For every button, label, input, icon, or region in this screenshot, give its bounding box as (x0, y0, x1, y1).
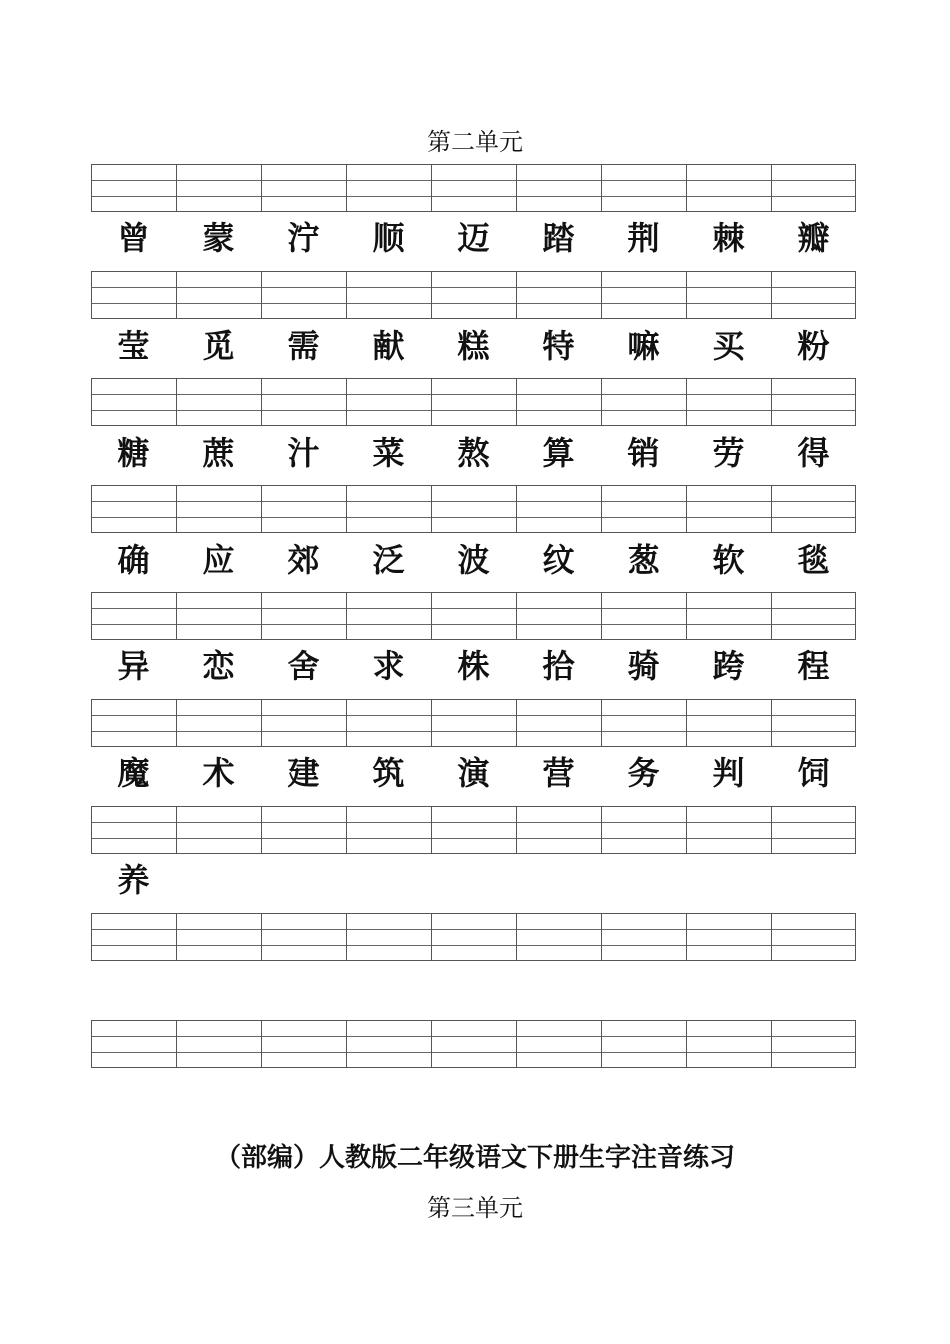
hanzi-character: 骑 (627, 647, 660, 685)
hanzi-character: 蒙 (202, 219, 235, 257)
character-row (91, 749, 856, 797)
grid-divider (346, 1021, 347, 1067)
hanzi-character: 株 (457, 647, 490, 685)
grid-divider (686, 379, 687, 425)
hanzi-character: 嘛 (627, 327, 660, 365)
hanzi-character: 迈 (457, 219, 490, 257)
grid-divider (346, 914, 347, 960)
pinyin-grid[interactable] (91, 699, 856, 747)
hanzi-character: 特 (542, 327, 575, 365)
grid-divider (771, 272, 772, 318)
grid-divider (516, 807, 517, 853)
hanzi-character: 营 (542, 754, 575, 792)
grid-divider (516, 379, 517, 425)
grid-divider (516, 486, 517, 532)
hanzi-character: 建 (287, 754, 320, 792)
hanzi-character: 术 (202, 754, 235, 792)
grid-divider (686, 165, 687, 211)
character-row (91, 214, 856, 262)
grid-divider (261, 272, 262, 318)
hanzi-character: 觅 (202, 327, 235, 365)
grid-divider (261, 379, 262, 425)
grid-divider (431, 486, 432, 532)
hanzi-character: 务 (627, 754, 660, 792)
hanzi-character: 演 (457, 754, 490, 792)
hanzi-character: 熬 (457, 434, 490, 472)
grid-divider (771, 807, 772, 853)
hanzi-character: 筑 (372, 754, 405, 792)
grid-divider (261, 593, 262, 639)
hanzi-character: 泞 (287, 219, 320, 257)
grid-divider (261, 486, 262, 532)
grid-divider (346, 807, 347, 853)
pinyin-grid[interactable] (91, 378, 856, 426)
hanzi-character: 踏 (542, 219, 575, 257)
grid-divider (431, 272, 432, 318)
grid-divider (516, 165, 517, 211)
grid-divider (516, 914, 517, 960)
hanzi-character: 判 (712, 754, 745, 792)
character-row (91, 642, 856, 690)
hanzi-character: 拾 (542, 647, 575, 685)
grid-divider (686, 593, 687, 639)
unit-title: 第二单元 (427, 128, 523, 156)
grid-divider (771, 700, 772, 746)
hanzi-character: 葱 (627, 541, 660, 579)
hanzi-character: 纹 (542, 541, 575, 579)
grid-divider (261, 914, 262, 960)
hanzi-character: 舍 (287, 647, 320, 685)
hanzi-character: 养 (117, 861, 150, 899)
pinyin-grid[interactable] (91, 913, 856, 961)
grid-divider (686, 700, 687, 746)
hanzi-character: 应 (202, 541, 235, 579)
pinyin-grid[interactable] (91, 271, 856, 319)
hanzi-character: 菜 (372, 434, 405, 472)
grid-divider (176, 593, 177, 639)
document-title: （部编）人教版二年级语文下册生字注音练习 (214, 1143, 735, 1173)
hanzi-character: 饲 (797, 754, 830, 792)
grid-divider (601, 272, 602, 318)
hanzi-character: 糖 (117, 434, 150, 472)
grid-divider (431, 593, 432, 639)
grid-divider (601, 165, 602, 211)
hanzi-character: 曾 (117, 219, 150, 257)
grid-divider (686, 914, 687, 960)
grid-divider (431, 379, 432, 425)
grid-divider (346, 165, 347, 211)
grid-divider (346, 486, 347, 532)
hanzi-character: 销 (627, 434, 660, 472)
hanzi-character: 算 (542, 434, 575, 472)
grid-divider (686, 1021, 687, 1067)
character-row (91, 429, 856, 477)
grid-divider (601, 700, 602, 746)
grid-divider (771, 914, 772, 960)
grid-divider (431, 914, 432, 960)
grid-divider (176, 272, 177, 318)
hanzi-character: 郊 (287, 541, 320, 579)
hanzi-character: 泛 (372, 541, 405, 579)
grid-divider (176, 700, 177, 746)
grid-divider (686, 272, 687, 318)
hanzi-character: 献 (372, 327, 405, 365)
character-row (91, 536, 856, 584)
grid-divider (771, 486, 772, 532)
grid-divider (516, 593, 517, 639)
grid-divider (346, 593, 347, 639)
pinyin-grid[interactable] (91, 1020, 856, 1068)
hanzi-character: 求 (372, 647, 405, 685)
grid-divider (176, 379, 177, 425)
hanzi-character: 粉 (797, 327, 830, 365)
grid-divider (261, 1021, 262, 1067)
grid-divider (431, 165, 432, 211)
hanzi-character: 波 (457, 541, 490, 579)
grid-divider (771, 379, 772, 425)
grid-divider (346, 272, 347, 318)
grid-divider (261, 807, 262, 853)
grid-divider (176, 914, 177, 960)
grid-divider (516, 1021, 517, 1067)
hanzi-character: 跨 (712, 647, 745, 685)
hanzi-character: 确 (117, 541, 150, 579)
grid-divider (176, 807, 177, 853)
grid-divider (771, 1021, 772, 1067)
hanzi-character: 买 (712, 327, 745, 365)
hanzi-character: 瓣 (797, 219, 830, 257)
grid-divider (431, 700, 432, 746)
grid-divider (601, 1021, 602, 1067)
grid-divider (601, 486, 602, 532)
hanzi-character: 糕 (457, 327, 490, 365)
grid-divider (176, 165, 177, 211)
pinyin-grid[interactable] (91, 485, 856, 533)
character-row (91, 856, 856, 904)
grid-divider (686, 807, 687, 853)
grid-divider (516, 700, 517, 746)
hanzi-character: 程 (797, 647, 830, 685)
grid-divider (771, 593, 772, 639)
grid-divider (686, 486, 687, 532)
hanzi-character: 莹 (117, 327, 150, 365)
hanzi-character: 得 (797, 434, 830, 472)
grid-divider (346, 700, 347, 746)
hanzi-character: 毯 (797, 541, 830, 579)
hanzi-character: 魔 (117, 754, 150, 792)
grid-divider (601, 379, 602, 425)
character-row (91, 322, 856, 370)
grid-divider (431, 807, 432, 853)
grid-divider (261, 700, 262, 746)
hanzi-character: 恋 (202, 647, 235, 685)
hanzi-character: 软 (712, 541, 745, 579)
grid-divider (601, 914, 602, 960)
grid-divider (516, 272, 517, 318)
pinyin-grid[interactable] (91, 806, 856, 854)
grid-divider (431, 1021, 432, 1067)
grid-divider (261, 165, 262, 211)
hanzi-character: 荆 (627, 219, 660, 257)
pinyin-grid[interactable] (91, 164, 856, 212)
hanzi-character: 棘 (712, 219, 745, 257)
hanzi-character: 异 (117, 647, 150, 685)
hanzi-character: 顺 (372, 219, 405, 257)
grid-divider (346, 379, 347, 425)
grid-divider (601, 593, 602, 639)
hanzi-character: 需 (287, 327, 320, 365)
pinyin-grid[interactable] (91, 592, 856, 640)
hanzi-character: 蔗 (202, 434, 235, 472)
grid-divider (176, 1021, 177, 1067)
grid-divider (771, 165, 772, 211)
grid-divider (601, 807, 602, 853)
unit-title-next: 第三单元 (427, 1194, 523, 1222)
grid-divider (176, 486, 177, 532)
hanzi-character: 劳 (712, 434, 745, 472)
hanzi-character: 汁 (287, 434, 320, 472)
